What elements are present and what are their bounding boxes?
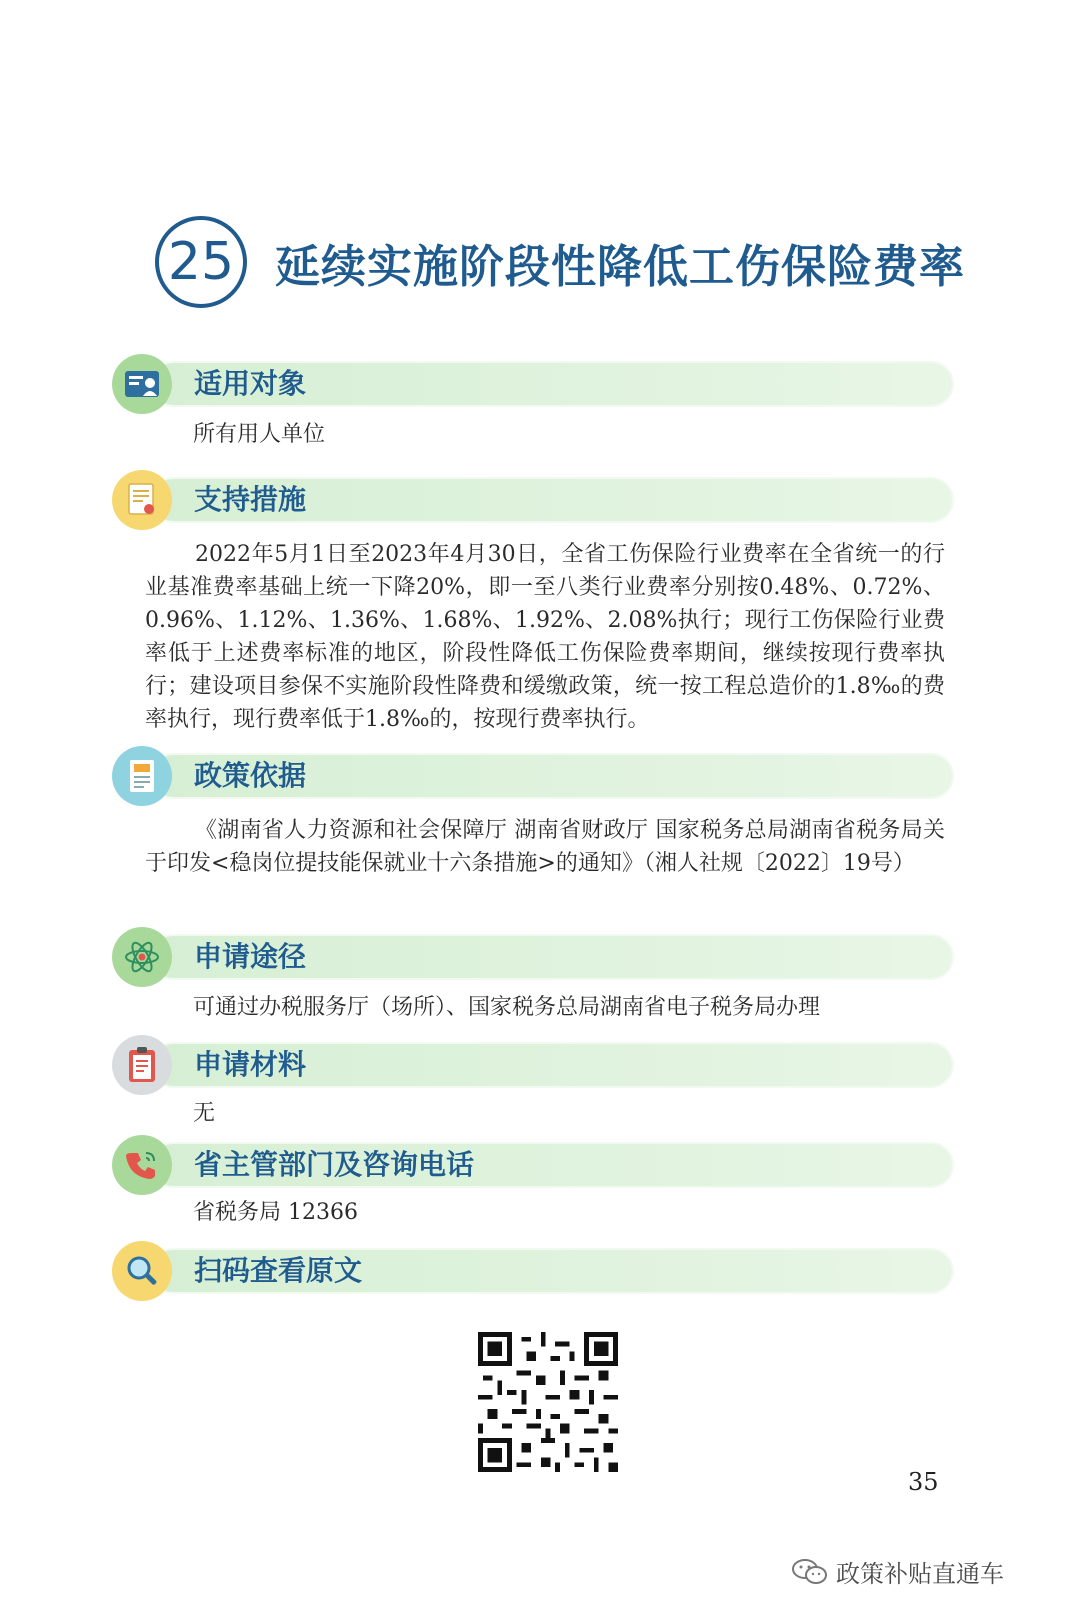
page-title: 延续实施阶段性降低工伤保险费率 (275, 239, 966, 293)
section-heading: 扫码查看原文 (194, 1254, 363, 1287)
certificate-icon (112, 470, 172, 530)
section-heading: 申请途径 (194, 940, 307, 973)
section-body-basis: 《湖南省人力资源和社会保障厅 湖南省财政厅 国家税务总局湖南省税务局关于印发<稳岗位提技能保就业十六条措施>的通知》（湘人社规〔2022〕19号） (145, 818, 945, 876)
clipboard-icon (112, 1035, 172, 1095)
section-number-badge: 25 (155, 216, 247, 308)
section-body-channel: 可通过办税服务厅（场所）、国家税务总局湖南省电子税务局办理 (193, 995, 821, 1020)
page-number: 35 (908, 1468, 939, 1496)
section-heading: 政策依据 (194, 759, 307, 792)
section-body-contact: 省税务局 12366 (193, 1200, 358, 1225)
phone-icon (112, 1135, 172, 1195)
section-body-materials: 无 (193, 1101, 216, 1126)
section-body-measures: 2022年5月1日至2023年4月30日，全省工伤保险行业费率在全省统一的行业基准费率基础上统一下降20%，即一至八类行业费率分别按0.48%、0.72%、0.96%、1.12%、1.36%、1.68%、1.92%、2.08%执行；现行工伤保险行业费率低于上述费率标准的地区，阶段性降低工伤保险费率期间，继续按现行费率执行；建设项目参保不实施阶段性降费和缓缴政策，统一按工程总造价的1.8‰的费率执行，现行费率低于1.8‰的，按现行费率执行。 (145, 542, 945, 732)
page-title-block (155, 212, 965, 312)
section-heading: 适用对象 (194, 367, 307, 400)
section-header-applicable (112, 354, 952, 414)
footer-watermark (792, 1554, 1004, 1589)
wechat-icon (792, 1558, 828, 1586)
section-header-basis (112, 746, 952, 806)
section-heading: 支持措施 (194, 483, 307, 516)
search-icon (112, 1241, 172, 1301)
section-heading: 省主管部门及咨询电话 (194, 1148, 475, 1181)
document-icon (112, 746, 172, 806)
footer-text: 政策补贴直通车 (836, 1560, 1004, 1588)
section-header-channel (112, 927, 952, 987)
section-header-materials (112, 1035, 952, 1095)
qr-code[interactable] (478, 1332, 618, 1472)
section-header-contact (112, 1135, 952, 1195)
section-header-scan (112, 1241, 952, 1301)
section-body-applicable: 所有用人单位 (193, 422, 326, 447)
atom-icon (112, 927, 172, 987)
section-header-measures (112, 470, 952, 530)
id-card-icon (112, 354, 172, 414)
section-heading: 申请材料 (194, 1048, 307, 1081)
